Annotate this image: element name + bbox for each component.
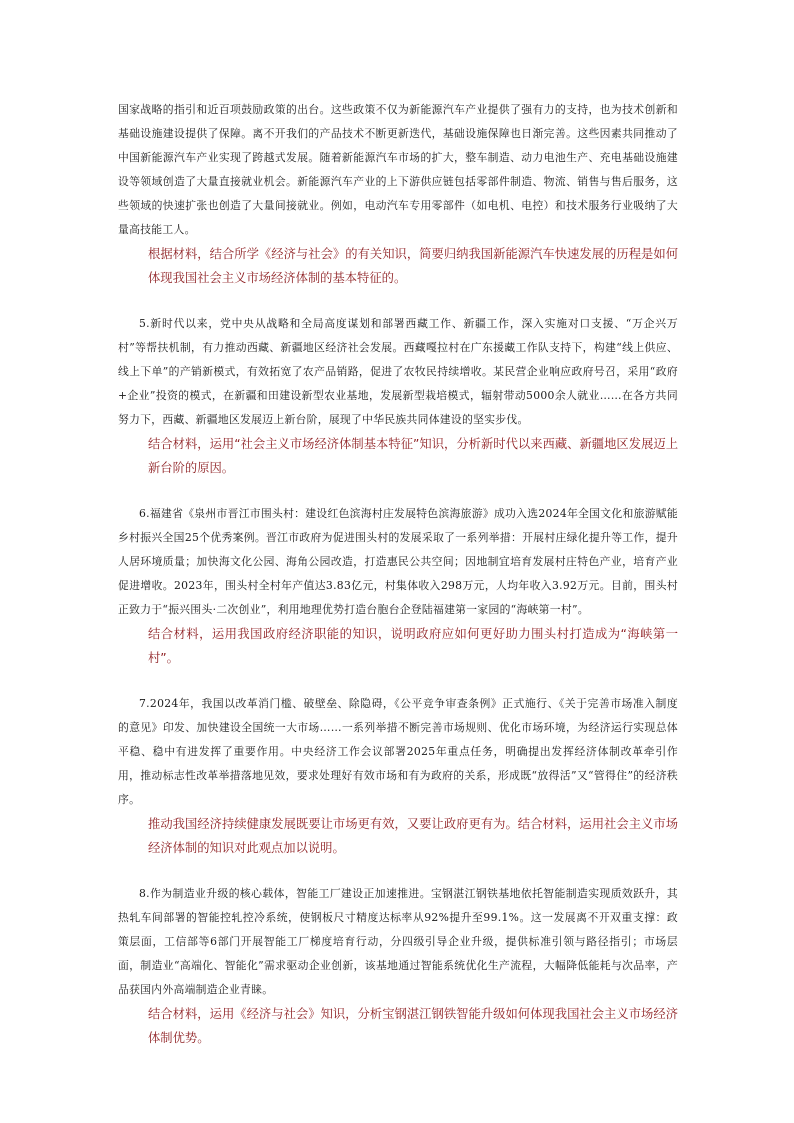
material-paragraph-4: 国家战略的指引和近百项鼓励政策的出台。这些政策不仅为新能源汽车产业提供了强有力的支持，也为技术创新和基础设施建设提供了保障。离不开我们的产品技术不断更新迭代，基础设施保障也日渐完善。这些因素共同推动了中国新能源汽车产业实现了跨越式发展。随着新能源汽车市场的扩大，整车制造、动力电池生产、充电基础设施建设等领域创造了大量直接就业机会。新能源汽车产业的上下游供应链包括零部件制造、物流、销售与售后服务，这些领域的快速扩张也创造了大量间接就业。例如，电动汽车专用零部件（如电机、电控）和技术服务行业吸纳了大量高技能工人。	[118, 103, 678, 236]
material-paragraph-7: 7.2024年，我国以改革消门槛、破壁垒、除隐碍，《公平竞争审查条例》正式施行、《关于完善市场准入制度的意见》印发、加快建设全国统一大市场……一系列举措不断完善市场规则、优化市场环境，为经济运行实现总体平稳、稳中有进发挥了重要作用。中央经济工作会议部署2025年重点任务，明确提出发挥经济体制改革牵引作用，推动标志性改革举措落地见效，要求处理好有效市场和有为政府的关系，形成既“放得活”又“管得住”的经济秩序。	[118, 697, 678, 806]
page-content	[118, 98, 678, 1050]
question-prompt-6: 结合材料，运用我国政府经济职能的知识，说明政府应如何更好助力围头村打造成为“海峡第一村”。	[148, 627, 678, 665]
question-prompt-8: 结合材料，运用《经济与社会》知识，分析宝钢湛江钢铁智能升级如何体现我国社会主义市场经济体制优势。	[148, 1007, 678, 1045]
material-paragraph-5: 5.新时代以来，党中央从战略和全局高度谋划和部署西藏工作、新疆工作，深入实施对口支援、“万企兴万村”等帮扶机制，有力推动西藏、新疆地区经济社会发展。西藏嘎拉村在广东援藏工作队支持下，构建“线上供应、线上下单”的产销新模式，有效拓宽了农产品销路，促进了农牧民持续增收。某民营企业响应政府号召，采用“政府+企业”投资的模式，在新疆和田建设新型农业基地，发展新型栽培模式，辐射带动5000余人就业……在各方共同努力下，西藏、新疆地区发展迈上新台阶，展现了中华民族共同体建设的坚实步伐。	[118, 317, 678, 426]
question-prompt-5: 结合材料，运用“社会主义市场经济体制基本特征”知识，分析新时代以来西藏、新疆地区发展迈上新台阶的原因。	[148, 437, 678, 475]
question-prompt-7: 推动我国经济持续健康发展既要让市场更有效，又要让政府更有为。结合材料，运用社会主义市场经济体制的知识对此观点加以说明。	[148, 817, 678, 855]
material-paragraph-6: 6.福建省《泉州市晋江市围头村：建设红色滨海村庄发展特色滨海旅游》成功入选2024年全国文化和旅游赋能乡村振兴全国25个优秀案例。晋江市政府为促进围头村的发展采取了一系列举措：开展村庄绿化提升等工作，提升人居环境质量；加快海文化公园、海角公园改造，打造惠民公共空间；因地制宜培育发展村庄特色产业，培育产业促进增收。2023年，围头村全村年产值达3.83亿元，村集体收入298万元，人均年收入3.92万元。目前，围头村正致力于“振兴围头·二次创业”，利用地理优势打造台胞台企登陆福建第一家园的“海峡第一村”。	[118, 507, 678, 616]
question-prompt-4: 根据材料，结合所学《经济与社会》的有关知识，简要归纳我国新能源汽车快速发展的历程是如何体现我国社会主义市场经济体制的基本特征的。	[148, 247, 678, 285]
material-paragraph-8: 8.作为制造业升级的核心载体，智能工厂建设正加速推进。宝钢湛江钢铁基地依托智能制造实现质效跃升，其热轧车间部署的智能控轧控冷系统，使钢板尺寸精度达标率从92%提升至99.1%。这一发展离不开双重支撑：政策层面，工信部等6部门开展智能工厂梯度培育行动，分四级引导企业升级，提供标准引领与路径指引；市场层面，制造业“高端化、智能化”需求驱动企业创新，该基地通过智能系统优化生产流程，大幅降低能耗与次品率，产品获国内外高端制造企业青睐。	[118, 887, 678, 996]
